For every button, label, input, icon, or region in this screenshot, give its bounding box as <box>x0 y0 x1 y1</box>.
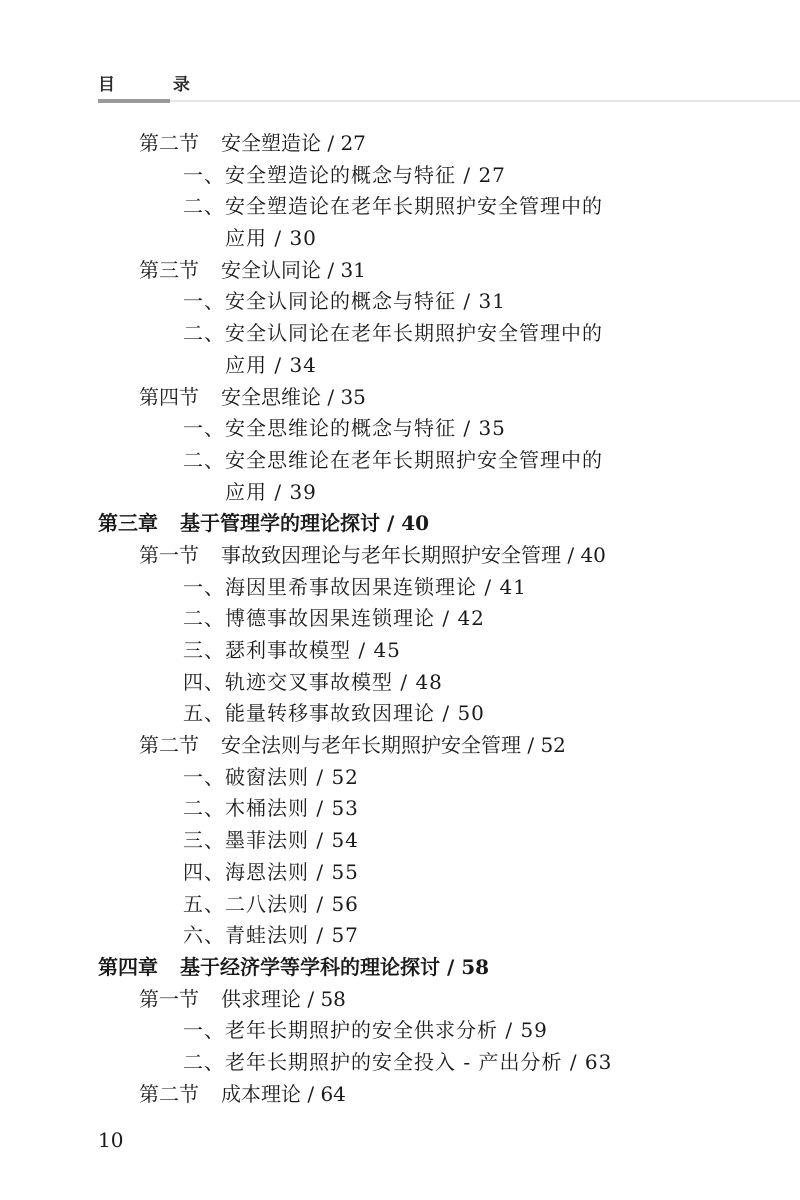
item-title: 一、海因里希事故因果连锁理论 / 41 <box>183 574 527 599</box>
cont-title: 应用 / 39 <box>225 479 317 504</box>
toc-entry-item <box>0 160 800 192</box>
chapter-title: 基于经济学等学科的理论探讨 / 58 <box>180 954 490 979</box>
toc-entry-cont <box>0 350 800 382</box>
toc-entry-item <box>0 793 800 825</box>
toc-entry-chapter <box>0 508 800 540</box>
toc-entry-section <box>0 540 800 572</box>
header-rule-accent <box>98 99 170 103</box>
toc-entry-item <box>0 603 800 635</box>
section-title: 事故致因理论与老年长期照护安全管理 / 40 <box>221 542 606 567</box>
toc-entry-item <box>0 286 800 318</box>
toc-entry-item <box>0 318 800 350</box>
toc-entry-item <box>0 572 800 604</box>
toc-entry-item <box>0 1047 800 1079</box>
toc-entry-item <box>0 667 800 699</box>
item-title: 一、安全塑造论的概念与特征 / 27 <box>183 162 506 187</box>
toc-entry-item <box>0 825 800 857</box>
toc-entry-section <box>0 128 800 160</box>
item-title: 一、老年长期照护的安全供求分析 / 59 <box>183 1018 548 1043</box>
section-label: 第四节 <box>139 384 199 409</box>
toc-entry-item <box>0 635 800 667</box>
running-header <box>98 66 800 106</box>
toc-entry-item <box>0 762 800 794</box>
chapter-title: 基于管理学的理论探讨 / 40 <box>180 511 430 536</box>
page-number: 10 <box>98 1128 124 1152</box>
table-of-contents <box>0 128 800 1110</box>
section-label: 第一节 <box>139 542 199 567</box>
toc-entry-item <box>0 1015 800 1047</box>
toc-entry-item <box>0 698 800 730</box>
section-title: 安全认同论 / 31 <box>221 257 366 282</box>
item-title: 一、安全认同论的概念与特征 / 31 <box>183 289 506 314</box>
toc-entry-section <box>0 984 800 1016</box>
item-title: 三、瑟利事故模型 / 45 <box>183 638 401 662</box>
toc-entry-section <box>0 382 800 414</box>
section-label: 第三节 <box>139 257 199 282</box>
section-label: 第二节 <box>139 1081 199 1106</box>
section-title: 安全思维论 / 35 <box>221 384 366 409</box>
item-title: 一、安全思维论的概念与特征 / 35 <box>183 416 506 441</box>
section-title: 安全塑造论 / 27 <box>221 131 366 155</box>
item-title: 二、安全塑造论在老年长期照护安全管理中的 <box>183 194 603 219</box>
header-title: 目 录 <box>98 75 216 95</box>
item-title: 四、海恩法则 / 55 <box>183 859 359 884</box>
toc-entry-section <box>0 255 800 287</box>
item-title: 五、二八法则 / 56 <box>183 891 359 916</box>
item-title: 四、轨迹交叉事故模型 / 48 <box>183 669 443 694</box>
toc-entry-item <box>0 445 800 477</box>
section-label: 第一节 <box>139 986 199 1011</box>
item-title: 二、木桶法则 / 53 <box>183 796 359 821</box>
toc-entry-section <box>0 1079 800 1111</box>
item-title: 二、博德事故因果连锁理论 / 42 <box>183 606 485 631</box>
cont-title: 应用 / 34 <box>225 352 317 377</box>
section-title: 成本理论 / 64 <box>221 1081 346 1106</box>
item-title: 二、安全思维论在老年长期照护安全管理中的 <box>183 447 603 472</box>
toc-entry-item <box>0 889 800 921</box>
item-title: 一、破窗法则 / 52 <box>183 764 359 789</box>
toc-entry-cont <box>0 223 800 255</box>
chapter-label: 第三章 <box>98 511 158 536</box>
item-title: 五、能量转移事故致因理论 / 50 <box>183 701 485 726</box>
toc-entry-cont <box>0 477 800 509</box>
section-label: 第二节 <box>139 733 199 758</box>
cont-title: 应用 / 30 <box>225 226 317 251</box>
toc-entry-item <box>0 191 800 223</box>
section-title: 安全法则与老年长期照护安全管理 / 52 <box>221 733 566 758</box>
toc-entry-section <box>0 730 800 762</box>
toc-entry-item <box>0 920 800 952</box>
toc-entry-item <box>0 413 800 445</box>
toc-entry-chapter <box>0 952 800 984</box>
section-title: 供求理论 / 58 <box>221 986 346 1011</box>
item-title: 二、安全认同论在老年长期照护安全管理中的 <box>183 321 603 346</box>
item-title: 二、老年长期照护的安全投入 - 产出分析 / 63 <box>183 1049 613 1074</box>
section-label: 第二节 <box>139 131 199 155</box>
toc-entry-item <box>0 857 800 889</box>
header-rule <box>98 100 800 102</box>
item-title: 三、墨菲法则 / 54 <box>183 828 359 853</box>
item-title: 六、青蛙法则 / 57 <box>183 923 359 948</box>
chapter-label: 第四章 <box>98 954 158 979</box>
